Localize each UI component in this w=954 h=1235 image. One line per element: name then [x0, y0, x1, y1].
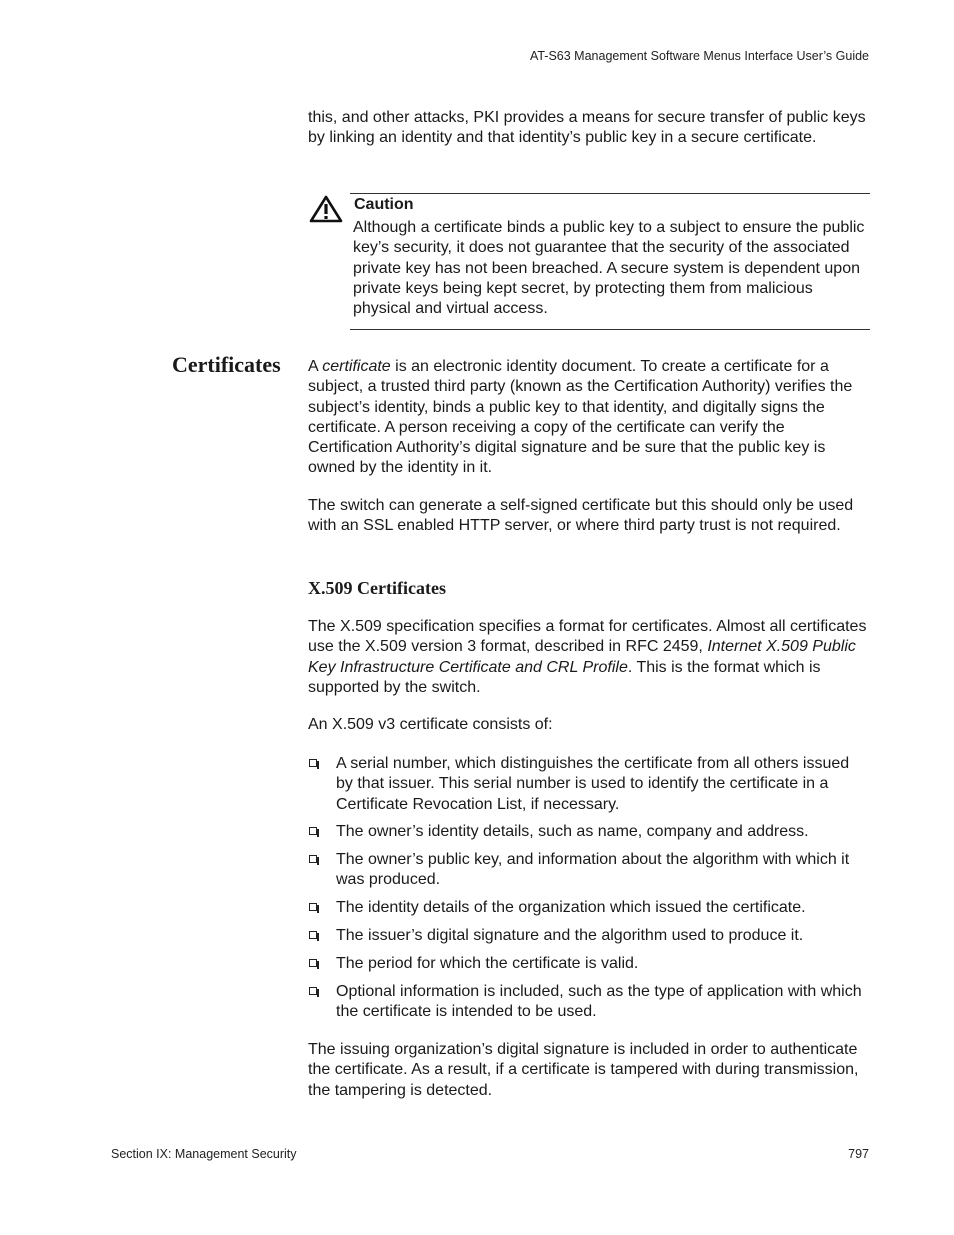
- certificate-term: certificate: [322, 358, 391, 375]
- running-header: AT-S63 Management Software Menus Interface User’s Guide: [529, 49, 869, 63]
- checkbox-bullet-icon: [309, 759, 317, 767]
- list-item-text: The owner’s public key, and information about the algorithm with which it was produced.: [336, 851, 850, 889]
- checkbox-bullet-icon: [309, 987, 317, 995]
- x509-paragraph-3: The issuing organization’s digital signature is included in order to authenticate the certificate. As a result, if a certificate is tampered with during transmission, the tampering is detected.: [308, 1041, 859, 1099]
- caution-bottom-rule: [350, 329, 870, 330]
- x509-paragraph-2: An X.509 v3 certificate consists of:: [308, 716, 553, 733]
- section-heading-certificates: Certificates: [172, 352, 281, 377]
- warning-triangle-icon: [309, 195, 343, 228]
- list-item-text: The issuer’s digital signature and the algorithm used to produce it.: [336, 927, 804, 944]
- rfc-title: Internet X.509 Public Key Infrastructure Certificate and CRL Profile: [308, 638, 856, 676]
- caution-text: Although a certificate binds a public key to a subject to ensure the public key’s security, it does not guarantee that the security of the associated private key has not been breached. A secure system is dependent upon private keys being kept secret, by protecting them from malicious physical and virtual access.: [353, 219, 865, 318]
- certificates-paragraph-2: The switch can generate a self-signed certificate but this should only be used with an SSL enabled HTTP server, or where third party trust is not required.: [308, 497, 854, 535]
- caution-top-rule: [350, 193, 870, 194]
- page-number: 797: [848, 1147, 869, 1161]
- list-item-text: Optional information is included, such as the type of application with which the certificate is intended to be used.: [336, 983, 862, 1021]
- x509-paragraph-1: The X.509 specification specifies a format for certificates. Almost all certificates use the X.509 version 3 format, described in RFC 2459, Internet X.509 Public Key Infrastructure Certificate and CRL Profile. This is the format which is supported by the switch.: [308, 618, 867, 696]
- checkbox-bullet-icon: [309, 903, 317, 911]
- checkbox-bullet-icon: [309, 827, 317, 835]
- footer-section: Section IX: Management Security: [111, 1147, 297, 1161]
- list-item-text: The period for which the certificate is valid.: [336, 955, 639, 972]
- subheading-x509: X.509 Certificates: [308, 578, 446, 598]
- checkbox-bullet-icon: [309, 855, 317, 863]
- certificates-paragraph-1: A certificate is an electronic identity document. To create a certificate for a subject, a trusted third party (known as the Certification Authority) verifies the subject’s identity, binds a public key to that identity, and digitally signs the certificate. A person receiving a copy of the certificate can verify the Certification Authority’s digital signature and be sure that the public key is owned by the identity in it.: [308, 358, 853, 477]
- caution-title: Caution: [354, 196, 414, 213]
- intro-paragraph: this, and other attacks, PKI provides a means for secure transfer of public keys by linking an identity and that identity’s public key in a secure certificate.: [308, 109, 866, 147]
- list-item-text: A serial number, which distinguishes the certificate from all others issued by that issuer. This serial number is used to identify the certificate in a Certificate Revocation List, if necessary.: [336, 755, 850, 813]
- list-item-text: The identity details of the organization which issued the certificate.: [336, 899, 806, 916]
- checkbox-bullet-icon: [309, 931, 317, 939]
- list-item-text: The owner’s identity details, such as name, company and address.: [336, 823, 809, 840]
- checkbox-bullet-icon: [309, 959, 317, 967]
